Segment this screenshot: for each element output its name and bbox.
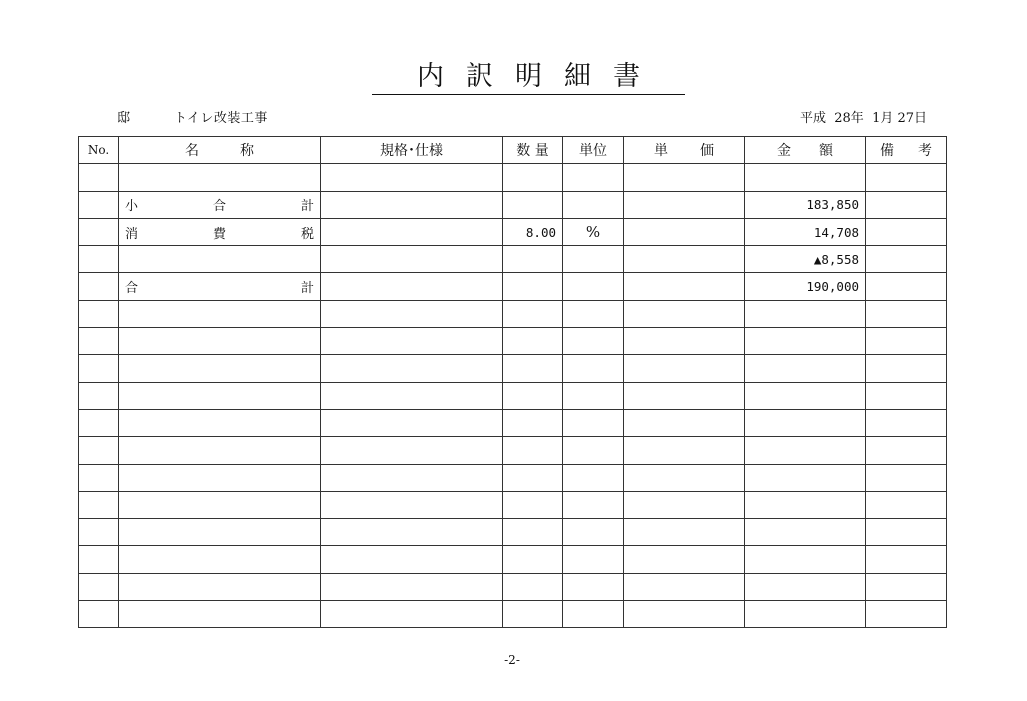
header-price-char: 単 [654,143,668,160]
cell-note [866,300,947,327]
cell-note [866,273,947,300]
cell-name-char: 合 [125,281,139,297]
cell-price [624,246,745,273]
cell-note [866,328,947,355]
cell-spec [321,601,503,628]
cell-spec [321,218,503,245]
cell-price [624,328,745,355]
cell-amount [745,437,866,464]
header-qty: 数 量 [503,137,563,164]
cell-spec [321,273,503,300]
cell-name [119,437,321,464]
cell-no [79,328,119,355]
cell-unit [563,191,624,218]
cell-qty [503,464,563,491]
detail-table [78,136,947,628]
cell-qty [503,437,563,464]
table-row [79,273,947,300]
cell-name [119,355,321,382]
cell-price [624,218,745,245]
cell-note [866,164,947,191]
cell-name [119,546,321,573]
cell-unit [563,437,624,464]
table-row [79,464,947,491]
cell-spec [321,464,503,491]
table-row [79,246,947,273]
cell-unit [563,464,624,491]
table-row [79,546,947,573]
cell-note [866,491,947,518]
table-row [79,218,947,245]
cell-no [79,218,119,245]
cell-no [79,491,119,518]
header-name-char: 称 [240,143,254,160]
cell-note [866,382,947,409]
cell-qty [503,519,563,546]
cell-qty [503,382,563,409]
cell-note [866,573,947,600]
table-row [79,601,947,628]
header-note-char: 備 [880,143,894,160]
cell-price [624,300,745,327]
cell-unit [563,409,624,436]
cell-note [866,191,947,218]
cell-note [866,246,947,273]
cell-note [866,464,947,491]
cell-name-char: 計 [300,199,314,215]
table-row [79,328,947,355]
cell-unit [563,382,624,409]
cell-price [624,437,745,464]
cell-amount [745,464,866,491]
cell-note [866,409,947,436]
cell-qty [503,164,563,191]
document-title: 内訳明細書 [372,62,685,95]
cell-amount [745,409,866,436]
cell-unit: % [563,218,624,245]
cell-amount [745,491,866,518]
cell-spec [321,546,503,573]
header-amount-char: 額 [819,143,833,160]
cell-no [79,191,119,218]
cell-amount [745,300,866,327]
cell-price [624,164,745,191]
cell-price [624,191,745,218]
cell-qty [503,273,563,300]
cell-no [79,273,119,300]
cell-unit [563,328,624,355]
cell-amount: 14,708 [745,218,866,245]
cell-spec [321,382,503,409]
cell-unit [563,546,624,573]
cell-amount [745,546,866,573]
cell-qty [503,601,563,628]
cell-qty [503,300,563,327]
cell-price [624,546,745,573]
table-header-row [79,137,947,164]
cell-spec [321,191,503,218]
cell-name-char: 小 [125,199,139,215]
cell-price [624,601,745,628]
cell-spec [321,246,503,273]
cell-spec [321,409,503,436]
header-no: No. [79,137,119,164]
cell-price [624,382,745,409]
table-row [79,437,947,464]
table-row [79,355,947,382]
table-row [79,573,947,600]
cell-no [79,164,119,191]
cell-note [866,218,947,245]
cell-no [79,437,119,464]
cell-spec [321,491,503,518]
table-row [79,191,947,218]
cell-amount: 183,850 [745,191,866,218]
cell-name [119,382,321,409]
cell-no [79,246,119,273]
cell-name [119,273,321,300]
cell-note [866,437,947,464]
cell-no [79,355,119,382]
cell-price [624,491,745,518]
cell-spec [321,300,503,327]
header-name [119,137,321,164]
cell-name [119,519,321,546]
cell-name [119,573,321,600]
cell-price [624,519,745,546]
cell-name [119,300,321,327]
cell-unit [563,491,624,518]
table-row [79,300,947,327]
cell-unit [563,355,624,382]
cell-name-char: 計 [300,281,314,297]
cell-amount [745,355,866,382]
cell-amount: 190,000 [745,273,866,300]
cell-name [119,409,321,436]
cell-qty [503,246,563,273]
cell-amount [745,328,866,355]
table-row [79,519,947,546]
cell-amount: ▲8,558 [745,246,866,273]
cell-note [866,519,947,546]
header-amount [745,137,866,164]
cell-unit [563,573,624,600]
cell-name [119,328,321,355]
cell-qty [503,328,563,355]
cell-spec [321,328,503,355]
cell-no [79,519,119,546]
cell-spec [321,437,503,464]
cell-note [866,355,947,382]
cell-spec [321,355,503,382]
cell-amount [745,382,866,409]
cell-no [79,601,119,628]
client-suffix: 邸 [117,111,131,126]
cell-price [624,409,745,436]
cell-unit [563,519,624,546]
cell-name [119,491,321,518]
cell-no [79,546,119,573]
cell-name [119,464,321,491]
cell-unit [563,300,624,327]
cell-no [79,300,119,327]
cell-no [79,382,119,409]
page-number: -2- [504,653,520,667]
header-price-char: 価 [700,143,714,160]
cell-name [119,218,321,245]
header-note [866,137,947,164]
cell-no [79,464,119,491]
cell-name-char: 費 [212,226,226,242]
cell-qty [503,191,563,218]
cell-name [119,246,321,273]
cell-unit [563,246,624,273]
cell-name [119,191,321,218]
cell-amount [745,601,866,628]
cell-qty [503,573,563,600]
cell-amount [745,573,866,600]
cell-price [624,273,745,300]
header-name-char: 名 [185,143,199,160]
header-price [624,137,745,164]
cell-qty [503,409,563,436]
cell-price [624,355,745,382]
table-row [79,491,947,518]
cell-spec [321,164,503,191]
cell-note [866,546,947,573]
cell-price [624,573,745,600]
cell-name [119,164,321,191]
cell-spec [321,573,503,600]
cell-qty [503,355,563,382]
cell-qty [503,546,563,573]
header-note-char: 考 [918,143,932,160]
header-amount-char: 金 [777,143,791,160]
cell-no [79,573,119,600]
header-unit: 単位 [563,137,624,164]
cell-no [79,409,119,436]
cell-name-char: 税 [300,226,314,242]
cell-note [866,601,947,628]
cell-unit [563,273,624,300]
cell-price [624,464,745,491]
project-name: トイレ改装工事 [174,111,268,126]
cell-qty [503,491,563,518]
cell-spec [321,519,503,546]
cell-amount [745,519,866,546]
cell-name [119,601,321,628]
cell-name-char: 合 [212,199,226,215]
header-spec: 規格･仕様 [321,137,503,164]
table-row [79,382,947,409]
table-row [79,164,947,191]
table-row [79,409,947,436]
cell-qty: 8.00 [503,218,563,245]
cell-name-char: 消 [125,226,139,242]
cell-unit [563,601,624,628]
cell-amount [745,164,866,191]
cell-unit [563,164,624,191]
document-date: 平成 28年 1月 27日 [800,111,928,126]
